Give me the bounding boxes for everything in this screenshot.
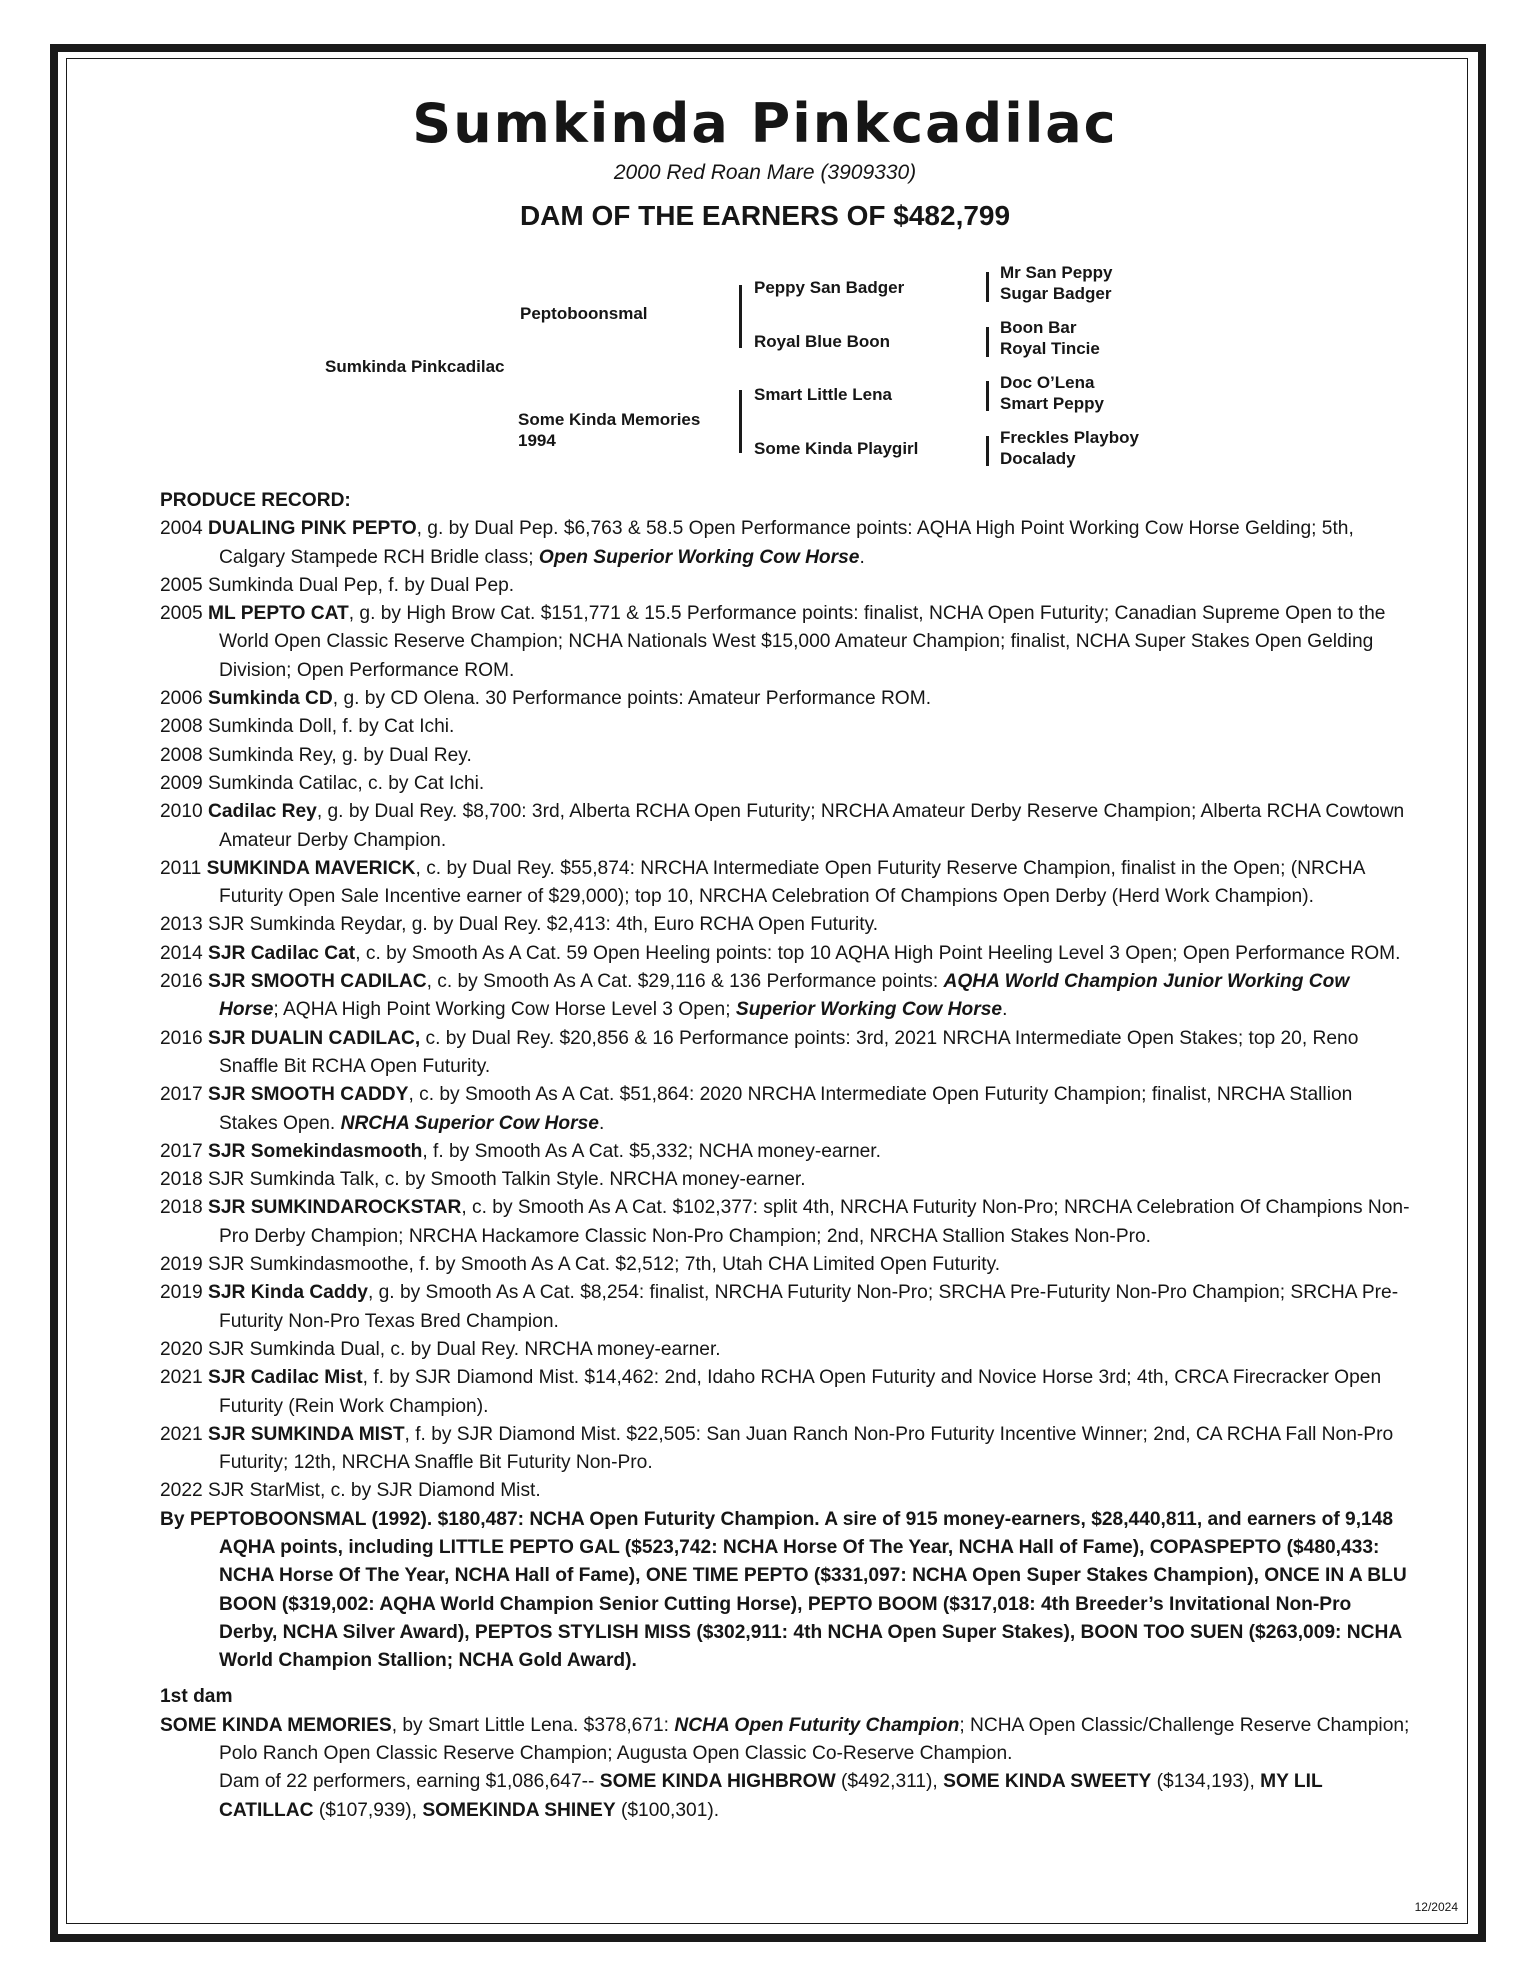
produce-year: 2010 [160,801,203,823]
produce-details: , c. by Smooth As A Cat. $29,116 & 136 Performance points: [426,971,944,993]
produce-horse-name: SJR SMOOTH CADDY [208,1084,409,1106]
first-dam-record: SOME KINDA MEMORIES, by Smart Little Lena. $378,671: NCHA Open Futurity Champion; NCHA Open Classic/Challenge Reserve Champion; Polo Ranch Open Classic Reserve Champion; Augusta Open Classic Co-Reserve Champion. Dam of 22 performers, earning $1,086,647-- SOME KINDA HIGHBROW ($492,311), SOME KINDA SWEETY ($134,193), MY LIL CATILLAC ($107,939), SOMEKINDA SHINEY ($100,301). [160,1714,1410,1821]
produce-entry [160,798,1410,855]
produce-horse-name: SJR Kinda Caddy [208,1282,368,1304]
offspring-earnings: ($100,301). [615,1799,720,1821]
produce-horse-name: SJR Sumkinda Talk [208,1169,375,1191]
produce-entry: 2004 DUALING PINK PEPTO, g. by Dual Pep. $6,763 & 58.5 Open Performance points: AQHA High Point Working Cow Horse Gelding; 5th, Calgary Stampede RCH Bridle class; Open Superior Working Cow Horse. [160,518,1354,568]
offspring-earnings: ($134,193), [1151,1771,1261,1793]
produce-entry [160,1364,1410,1421]
produce-honor: Superior Working Cow Horse [735,999,1003,1021]
produce-details: , f. by Cat Ichi. [331,716,455,738]
pedigree-dam [518,409,700,451]
produce-year: 2018 [160,1197,203,1219]
produce-year: 2016 [160,971,203,993]
first-dam-name: SOME KINDA MEMORIES [160,1714,392,1736]
produce-year: 2018 [160,1169,203,1191]
pedigree-bracket [739,285,742,348]
produce-entry [160,1251,1410,1279]
sire-summary: By PEPTOBOONSMAL (1992). $180,487: NCHA Open Futurity Champion. A sire of 915 money-earners, $28,440,811, and earners of 9,148 AQHA points, including LITTLE PEPTO GAL ($523,742: NCHA Horse Of The Year, NCHA Hall of Fame), COPASPEPTO ($480,433: NCHA Horse Of The Year, NCHA Hall of Fame), ONE TIME PEPTO ($331,097: NCHA Open Super Stakes Champion), ONCE IN A BLU BOON ($319,002: AQHA World Champion Senior Cutting Horse), PEPTO BOOM ($317,018: 4th Breeder’s Invitational Non-Pro Derby, NCHA Silver Award), PEPTOS STYLISH MISS ($302,911: 4th NCHA Open Super Stakes), BOON TOO SUEN ($263,009: NCHA World Champion Stallion; NCHA Gold Award). [160,1508,1407,1672]
pedigree-bracket [986,272,989,302]
produce-details: , c. by Smooth As A Cat. 59 Open Heeling points: top 10 AQHA High Point Heeling Level 3 Open; Open Performance ROM. [355,942,1401,964]
produce-horse-name: SJR Cadilac Mist [208,1367,363,1389]
produce-entry: 2017 SJR SMOOTH CADDY, c. by Smooth As A Cat. $51,864: 2020 NRCHA Intermediate Open Futurity Champion; finalist, NRCHA Stallion Stakes Open. NRCHA Superior Cow Horse. [160,1084,1353,1134]
produce-entry [160,911,1410,939]
produce-horse-name: SJR Sumkinda Reydar [208,914,402,936]
pedigree-g6: Smart Peppy [1000,394,1104,413]
produce-details: , c. by SJR Diamond Mist. [319,1480,541,1502]
offspring-name: SOMEKINDA SHINEY [422,1799,616,1821]
produce-year: 2006 [160,688,203,710]
produce-details: , c. by Smooth As A Cat. $51,864: 2020 NRCHA Intermediate Open Futurity Champion; finalist, NRCHA Stallion Stakes Open. [219,1084,1353,1134]
produce-entry [160,1477,1410,1505]
produce-horse-name: Sumkinda Dual Pep [208,574,378,596]
produce-horse-name: SJR Cadilac Cat [208,942,356,964]
pedigree-dam-dam: Some Kinda Playgirl [754,439,919,458]
produce-details: , c. by Cat Ichi. [357,772,485,794]
pedigree-sire-dam: Royal Blue Boon [754,332,891,351]
produce-details: , c. by Dual Rey. $55,874: NRCHA Intermediate Open Futurity Reserve Champion, finalist in the Open; (NRCHA Futurity Open Sale Incentive earner of $29,000); top 10, NRCHA Celebration Of Champions Open Derby (Herd Work Champion). [219,857,1365,908]
produce-horse-name: SJR SUMKINDA MIST [208,1423,405,1445]
produce-year: 2019 [160,1282,203,1304]
produce-entry [160,742,1410,770]
produce-entry [160,1025,1410,1082]
produce-details: , f. by Smooth As A Cat. $2,512; 7th, Utah CHA Limited Open Futurity. [408,1254,1001,1276]
first-dam-honor: NCHA Open Futurity Champion [674,1714,960,1736]
produce-details: , g. by Dual Rey. $8,700: 3rd, Alberta RCHA Open Futurity; NRCHA Amateur Derby Reserve Champion; Alberta RCHA Cowtown Amateur Derby Champion. [219,801,1405,851]
produce-details: , f. by Dual Pep. [377,574,515,596]
produce-year: 2013 [160,914,203,936]
produce-year: 2017 [160,1140,203,1162]
dam-of-summary: Dam of 22 performers, earning $1,086,647-- [219,1771,600,1793]
produce-entry [160,940,1410,968]
produce-horse-name: Cadilac Rey [208,801,317,823]
pedigree-bracket [739,390,742,453]
produce-horse-name: ML PEPTO CAT [208,603,349,625]
produce-honor: Open Superior Working Cow Horse [538,546,860,568]
produce-entry [160,600,1410,685]
horse-description: 2000 Red Roan Mare (3909330) [613,161,917,184]
produce-horse-name: Sumkinda Doll [208,716,332,738]
offspring-earnings: ($492,311), [835,1771,944,1793]
produce-entry [160,572,1410,600]
produce-year: 2017 [160,1084,203,1106]
pedigree-subject: Sumkinda Pinkcadilac [325,357,505,376]
produce-details: , g. by Dual Pep. $6,763 & 58.5 Open Performance points: AQHA High Point Working Cow Horse Gelding; 5th, Calgary Stampede RCH Bridle class; [219,518,1354,568]
produce-horse-name: SJR SUMKINDAROCKSTAR [208,1197,462,1219]
pedigree-bracket [986,436,989,466]
pedigree-dam-year: 1994 [518,431,556,450]
produce-entry [160,1138,1410,1166]
produce-year: 2014 [160,942,203,964]
earnings-headline: DAM OF THE EARNERS OF $482,799 [519,200,1011,231]
pedigree-g7: Freckles Playboy [1000,428,1139,447]
produce-year: 2016 [160,1027,203,1049]
produce-year: 2004 [160,518,203,540]
produce-honor: AQHA World Champion Junior Working Cow Horse [219,971,1350,1021]
produce-entry [160,770,1410,798]
pedigree-sire-sire: Peppy San Badger [754,278,905,297]
horse-name-title: Sumkinda Pinkcadilac [412,92,1118,155]
produce-year: 2009 [160,772,203,794]
produce-entry [160,1336,1410,1364]
pedigree-bracket [986,327,989,357]
produce-details: , c. by Dual Rey. NRCHA money-earner. [379,1338,721,1360]
produce-details: , f. by SJR Diamond Mist. $14,462: 2nd, Idaho RCHA Open Futurity and Novice Horse 3rd; 4th, CRCA Firecracker Open Futurity (Rein Work Champion). [219,1367,1382,1417]
pedigree-sire: Peptoboonsmal [520,304,648,323]
pedigree-dam-name: Some Kinda Memories [518,410,701,429]
produce-horse-name: SUMKINDA MAVERICK [206,857,416,879]
produce-entry [160,685,1410,713]
produce-details: , g. by Dual Rey. $2,413: 4th, Euro RCHA Open Futurity. [401,914,879,936]
produce-year: 2008 [160,744,203,766]
produce-year: 2011 [160,857,202,879]
produce-year: 2019 [160,1254,203,1276]
pedigree-bracket [986,381,989,411]
pedigree-g3: Boon Bar [1000,318,1077,337]
produce-horse-name: SJR Somekindasmooth [208,1140,423,1162]
pedigree-g5: Doc O’Lena [1000,373,1095,392]
produce-entry [160,1166,1410,1194]
produce-details: , c. by Smooth Talkin Style. NRCHA money-earner. [374,1169,806,1191]
produce-horse-name: SJR DUALIN CADILAC, [208,1027,421,1049]
offspring-name: SOME KINDA SWEETY [943,1771,1152,1793]
produce-record [160,487,1410,1825]
produce-details: , g. by Dual Rey. [331,744,472,766]
produce-details: , c. by Smooth As A Cat. $102,377: split 4th, NRCHA Futurity Non-Pro; NRCHA Celebration Of Champions Non-Pro Derby Champion; NRCHA Hackamore Classic Non-Pro Champion; 2nd, NRCHA Stallion Stakes Non-Pro. [219,1197,1410,1247]
produce-horse-name: Sumkinda CD [208,688,333,710]
produce-entry [160,855,1410,912]
pedigree-g1: Mr San Peppy [1000,263,1113,282]
produce-entry [160,1279,1410,1336]
produce-honor: NRCHA Superior Cow Horse [340,1112,599,1134]
produce-year: 2008 [160,716,203,738]
produce-details: c. by Dual Rey. $20,856 & 16 Performance points: 3rd, 2021 NRCHA Intermediate Open Stakes; top 20, Reno Snaffle Bit RCHA Open Futurity. [219,1027,1359,1077]
produce-list [160,515,1410,1505]
produce-details: , f. by Smooth As A Cat. $5,332; NCHA money-earner. [422,1140,881,1162]
offspring-name: MY LIL CATILLAC [219,1771,1323,1821]
produce-details: , g. by High Brow Cat. $151,771 & 15.5 Performance points: finalist, NCHA Open Futurity; Canadian Supreme Open to the World Open Classic Reserve Champion; NCHA Nationals West $15,000 Amateur Champion; finalist, NCHA Super Stakes Open Gelding Division; Open Performance ROM. [219,603,1386,681]
produce-horse-name: Sumkinda Rey [208,744,332,766]
produce-entry: 2016 SJR SMOOTH CADILAC, c. by Smooth As A Cat. $29,116 & 136 Performance points: AQHA World Champion Junior Working Cow Horse; AQHA High Point Working Cow Horse Level 3 Open; Superior Working Cow Horse. [160,971,1350,1021]
produce-horse-name: DUALING PINK PEPTO [208,518,417,540]
first-dam-heading: 1st dam [160,1686,233,1708]
produce-details: , g. by CD Olena. 30 Performance points: Amateur Performance ROM. [332,688,932,710]
produce-entry [160,1421,1410,1478]
produce-year: 2020 [160,1338,203,1360]
pedigree-g8: Docalady [1000,449,1076,468]
produce-horse-name: SJR Sumkindasmoothe [208,1254,409,1276]
produce-horse-name: SJR SMOOTH CADILAC [208,971,427,993]
produce-horse-name: SJR Sumkinda Dual [208,1338,380,1360]
pedigree-g4: Royal Tincie [1000,339,1100,358]
produce-year: 2021 [160,1423,203,1445]
pedigree-dam-sire: Smart Little Lena [754,385,892,404]
produce-year: 2021 [160,1367,203,1389]
revision-date: 12/2024 [1414,1900,1458,1914]
produce-horse-name: SJR StarMist [208,1480,320,1502]
produce-entry [160,1194,1410,1251]
produce-heading: PRODUCE RECORD: [160,490,351,511]
offspring-earnings: ($107,939), [313,1799,423,1821]
offspring-name: SOME KINDA HIGHBROW [599,1771,836,1793]
produce-details: , g. by Smooth As A Cat. $8,254: finalist, NRCHA Futurity Non-Pro; SRCHA Pre-Futurity Non-Pro Champion; SRCHA Pre-Futurity Non-Pro Texas Bred Champion. [219,1282,1399,1332]
produce-year: 2005 [160,574,203,596]
produce-details: , f. by SJR Diamond Mist. $22,505: San Juan Ranch Non-Pro Futurity Incentive Winner; 2nd, CA RCHA Fall Non-Pro Futurity; 12th, NRCHA Snaffle Bit Futurity Non-Pro. [219,1423,1394,1474]
produce-year: 2022 [160,1480,203,1502]
produce-horse-name: Sumkinda Catilac [208,772,358,794]
pedigree-g2: Sugar Badger [1000,284,1112,303]
produce-year: 2005 [160,603,203,625]
produce-entry [160,713,1410,741]
